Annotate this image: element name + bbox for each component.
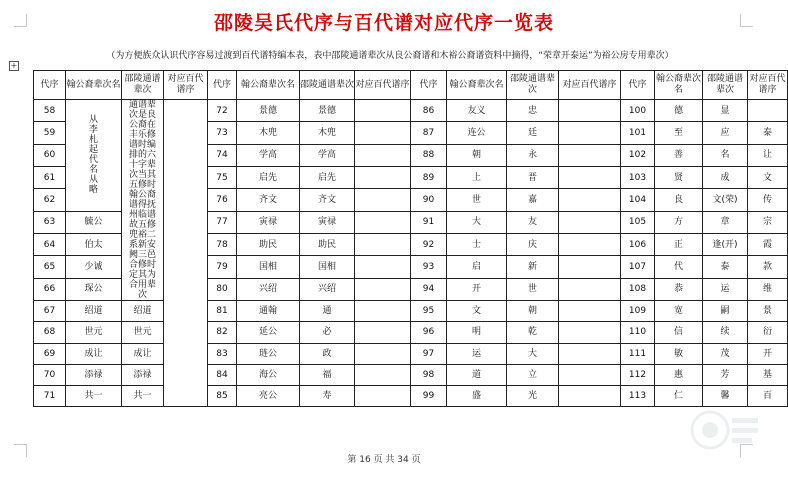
generation-number-cell: 99 (411, 386, 447, 407)
tongpu-name-cell: 国相 (300, 256, 355, 278)
hangong-name-cell: 恭 (655, 278, 703, 300)
generation-number-cell: 79 (208, 256, 237, 278)
hangong-name-cell: 启 (447, 256, 507, 278)
tongpu-name-cell: 朝 (507, 301, 559, 322)
tongpu-name-cell: 大 (507, 343, 559, 364)
tongpu-name-cell: 逢(开) (703, 233, 748, 255)
generation-number-cell: 65 (34, 256, 66, 278)
hangong-name-cell: 添禄 (66, 364, 122, 385)
tongpu-name-cell: 新 (507, 256, 559, 278)
mapping-cell (559, 144, 621, 166)
mapping-cell (559, 278, 621, 300)
note-character: 代 (88, 155, 98, 166)
generation-number-cell: 92 (411, 233, 447, 255)
mapping-cell (559, 233, 621, 255)
tongpu-name-cell: 茂 (703, 343, 748, 364)
mapping-cell: 霞 (748, 233, 788, 255)
generation-number-cell: 74 (208, 144, 237, 166)
column-header: 代序 (411, 71, 447, 100)
column-header: 对应百代谱序 (748, 71, 788, 100)
column-header: 代序 (621, 71, 655, 100)
tongpu-name-cell: 立 (507, 364, 559, 385)
mapping-cell (559, 256, 621, 278)
generation-number-cell: 69 (34, 343, 66, 364)
tongpu-name-cell: 光 (507, 386, 559, 407)
tongpu-name-cell: 绍道 (122, 301, 164, 322)
mapping-cell: 传 (748, 189, 788, 211)
generation-number-cell: 67 (34, 301, 66, 322)
generation-number-cell: 83 (208, 343, 237, 364)
mapping-cell (559, 386, 621, 407)
mapping-cell (559, 189, 621, 211)
tongpu-name-cell: 应 (703, 122, 748, 144)
mapping-cell: 宗 (748, 211, 788, 233)
hangong-name-cell: 世 (447, 189, 507, 211)
column-header: 翰公裔辈次名 (66, 71, 122, 100)
hangong-name-cell: 道 (447, 364, 507, 385)
generation-number-cell: 95 (411, 301, 447, 322)
mapping-cell: 开 (748, 343, 788, 364)
generation-number-cell: 100 (621, 100, 655, 122)
hangong-name-cell: 仁 (655, 386, 703, 407)
mapping-cell (355, 322, 411, 343)
tongpu-name-cell: 齐文 (300, 189, 355, 211)
tongpu-name-cell: 必 (300, 322, 355, 343)
column-header: 代序 (208, 71, 237, 100)
tongpu-name-cell: 世元 (122, 322, 164, 343)
generation-number-cell: 87 (411, 122, 447, 144)
hangong-name-cell: 少诚 (66, 256, 122, 278)
table-row (34, 100, 788, 122)
generation-number-cell: 64 (34, 233, 66, 255)
generation-number-cell: 101 (621, 122, 655, 144)
table-move-handle-icon[interactable]: + (10, 61, 18, 70)
hangong-name-cell: 上 (447, 166, 507, 188)
mapping-cell (748, 100, 788, 122)
column-header: 邵陵通谱辈次 (122, 71, 164, 100)
generation-table (33, 70, 788, 407)
column-header: 邵陵通谱辈次 (703, 71, 748, 100)
tongpu-name-cell: 续 (703, 322, 748, 343)
tongpu-name-cell: 嘉 (507, 189, 559, 211)
column-header: 翰公裔辈次名 (237, 71, 300, 100)
hangong-name-cell: 学高 (237, 144, 300, 166)
generation-number-cell: 109 (621, 301, 655, 322)
tongpu-name-cell: 木兜 (300, 122, 355, 144)
hangong-name-cell: 正 (655, 233, 703, 255)
hangong-name-cell: 亮公 (237, 386, 300, 407)
generation-number-cell: 96 (411, 322, 447, 343)
hangong-name-cell: 盛 (447, 386, 507, 407)
table-row (34, 322, 788, 343)
hangong-name-cell: 明 (447, 322, 507, 343)
hangong-name-cell: 士 (447, 233, 507, 255)
mapping-cell (355, 166, 411, 188)
hangong-name-cell: 木兜 (237, 122, 300, 144)
generation-number-cell: 75 (208, 166, 237, 188)
table-header-row (34, 71, 788, 100)
generation-number-cell: 68 (34, 322, 66, 343)
tongpu-name-cell: 兴绍 (300, 278, 355, 300)
generation-number-cell: 59 (34, 122, 66, 144)
generation-number-cell: 108 (621, 278, 655, 300)
hangong-name-cell: 海公 (237, 364, 300, 385)
tongpu-name-cell: 启先 (300, 166, 355, 188)
mapping-cell (559, 301, 621, 322)
generation-number-cell: 58 (34, 100, 66, 122)
column-header: 对应百代谱序 (164, 71, 208, 100)
generation-number-cell: 80 (208, 278, 237, 300)
note-character: 李 (88, 125, 98, 136)
page-number: 第 16 页 共 34 页 (347, 455, 421, 465)
tongpu-name-cell: 运 (703, 278, 748, 300)
generation-number-cell: 77 (208, 211, 237, 233)
tongpu-name-cell: 名 (703, 144, 748, 166)
hangong-name-cell: 寅禄 (237, 211, 300, 233)
table-row (34, 343, 788, 364)
tongpu-name-cell: 友 (507, 211, 559, 233)
generation-number-cell: 104 (621, 189, 655, 211)
tongpu-name-cell: 泰 (703, 256, 748, 278)
generation-number-cell: 112 (621, 364, 655, 385)
table-row (34, 301, 788, 322)
tongpu-name-cell: 馨 (703, 386, 748, 407)
tongpu-name-cell: 芳 (703, 364, 748, 385)
generation-number-cell: 71 (34, 386, 66, 407)
column-header: 翰公裔辈次名 (655, 71, 703, 100)
tongpu-name-cell: 章 (703, 211, 748, 233)
hangong-name-cell: 绍道 (66, 301, 122, 322)
mapping-cell (355, 278, 411, 300)
generation-number-cell: 102 (621, 144, 655, 166)
hangong-name-cell: 至 (655, 122, 703, 144)
generation-number-cell: 107 (621, 256, 655, 278)
column-header: 对应百代谱序 (355, 71, 411, 100)
generation-number-cell: 110 (621, 322, 655, 343)
generation-number-cell: 84 (208, 364, 237, 385)
hangong-name-cell: 琛公 (66, 278, 122, 300)
tongpu-name-cell: 文(荣) (703, 189, 748, 211)
note-character: 从 (88, 175, 98, 186)
mapping-cell (355, 144, 411, 166)
mapping-cell: 衍 (748, 322, 788, 343)
hangong-name-cell: 大 (447, 211, 507, 233)
tongpu-name-cell: 世 (507, 278, 559, 300)
hangong-name-cell: 贤 (655, 166, 703, 188)
generation-number-cell: 94 (411, 278, 447, 300)
tongpu-name-cell: 晋 (507, 166, 559, 188)
column-header: 代序 (34, 71, 66, 100)
tongpu-name-cell: 嗣 (703, 301, 748, 322)
hangong-name-cell: 代 (655, 256, 703, 278)
tongpu-name-cell: 景德 (300, 100, 355, 122)
generation-number-cell: 105 (621, 211, 655, 233)
hangong-name-cell: 朝 (447, 144, 507, 166)
generation-number-cell: 89 (411, 166, 447, 188)
hangong-name-cell: 连公 (447, 122, 507, 144)
mapping-cell (355, 256, 411, 278)
mapping-cell: 款 (748, 256, 788, 278)
tongpu-name-cell: 添禄 (122, 364, 164, 385)
tongpu-name-cell: 永 (507, 144, 559, 166)
generation-number-cell: 81 (208, 301, 237, 322)
mapping-cell: 维 (748, 278, 788, 300)
generation-number-cell: 60 (34, 144, 66, 166)
hangong-name-cell: 伯太 (66, 233, 122, 255)
hangong-name-cell: 开 (447, 278, 507, 300)
generation-number-cell: 106 (621, 233, 655, 255)
generation-number-cell: 88 (411, 144, 447, 166)
mapping-cell (355, 301, 411, 322)
generation-number-cell: 76 (208, 189, 237, 211)
mapping-cell (559, 122, 621, 144)
tongpu-name-cell: 助民 (300, 233, 355, 255)
tongpu-name-cell: 成 (703, 166, 748, 188)
generation-number-cell: 63 (34, 211, 66, 233)
mapping-cell (559, 166, 621, 188)
generation-number-cell: 91 (411, 211, 447, 233)
tongpu-explanation-note: 通谱辈次是良公裔在丰乐修谱时编排的六十字辈次当其五修时翰公裔谱得抚州临谱故五修兜裕二系新安阙三邑合修时定其为合用辈次 (122, 100, 164, 301)
mapping-cell: 泰 (748, 122, 788, 144)
omitted-names-note (66, 100, 122, 212)
hangong-name-cell: 延公 (237, 322, 300, 343)
mapping-cell (355, 100, 411, 122)
mapping-cell (559, 322, 621, 343)
hangong-name-cell: 景德 (237, 100, 300, 122)
table-row (34, 364, 788, 385)
hangong-name-cell: 惠 (655, 364, 703, 385)
hangong-name-cell: 国相 (237, 256, 300, 278)
mapping-cell (355, 122, 411, 144)
hangong-name-cell: 敏 (655, 343, 703, 364)
mapping-cell (559, 211, 621, 233)
generation-number-cell: 85 (208, 386, 237, 407)
column-header: 邵陵通谱辈次 (507, 71, 559, 100)
tongpu-name-cell: 通 (300, 301, 355, 322)
hangong-name-cell: 助民 (237, 233, 300, 255)
generation-number-cell: 113 (621, 386, 655, 407)
generation-number-cell: 98 (411, 364, 447, 385)
generation-number-cell: 82 (208, 322, 237, 343)
tongpu-name-cell: 寅禄 (300, 211, 355, 233)
generation-number-cell: 70 (34, 364, 66, 385)
hangong-name-cell: 琏公 (237, 343, 300, 364)
note-character: 札 (88, 135, 98, 146)
hangong-name-cell: 良 (655, 189, 703, 211)
hangong-name-cell: 成让 (66, 343, 122, 364)
watermark-logo (690, 400, 760, 460)
column-header: 翰公裔辈次名 (447, 71, 507, 100)
mapping-cell: 文 (748, 166, 788, 188)
generation-number-cell: 103 (621, 166, 655, 188)
tongpu-name-cell: 成让 (122, 343, 164, 364)
hangong-name-cell: 兴绍 (237, 278, 300, 300)
note-character: 略 (88, 185, 98, 196)
mapping-cell (559, 343, 621, 364)
mapping-cell (355, 386, 411, 407)
tongpu-name-cell: 寿 (300, 386, 355, 407)
generation-number-cell: 73 (208, 122, 237, 144)
mapping-cell (355, 343, 411, 364)
hangong-name-cell: 世元 (66, 322, 122, 343)
hangong-name-cell: 信 (655, 322, 703, 343)
hangong-name-cell: 友义 (447, 100, 507, 122)
page-title: 邵陵吴氏代序与百代谱对应代序一览表 (213, 12, 554, 34)
generation-number-cell: 111 (621, 343, 655, 364)
mapping-cell (164, 100, 208, 407)
tongpu-name-cell: 显 (703, 100, 748, 122)
note-character: 从 (88, 115, 98, 126)
hangong-name-cell: 方 (655, 211, 703, 233)
generation-number-cell: 78 (208, 233, 237, 255)
tongpu-name-cell: 忠 (507, 100, 559, 122)
hangong-name-cell: 文 (447, 301, 507, 322)
generation-number-cell: 93 (411, 256, 447, 278)
generation-number-cell: 90 (411, 189, 447, 211)
generation-number-cell: 62 (34, 189, 66, 211)
mapping-cell (559, 364, 621, 385)
mapping-cell (355, 233, 411, 255)
tongpu-name-cell: 廷 (507, 122, 559, 144)
generation-number-cell: 61 (34, 166, 66, 188)
column-header: 邵陵通谱辈次 (300, 71, 355, 100)
hangong-name-cell: 宽 (655, 301, 703, 322)
hangong-name-cell: 齐文 (237, 189, 300, 211)
tongpu-name-cell: 学高 (300, 144, 355, 166)
tongpu-name-cell: 福 (300, 364, 355, 385)
table-body (34, 71, 788, 407)
table-row (34, 386, 788, 407)
mapping-cell (355, 211, 411, 233)
mapping-cell: 景 (748, 301, 788, 322)
column-header: 对应百代谱序 (559, 71, 621, 100)
generation-number-cell: 86 (411, 100, 447, 122)
generation-number-cell: 97 (411, 343, 447, 364)
note-character: 起 (88, 145, 98, 156)
tongpu-name-cell: 乾 (507, 322, 559, 343)
hangong-name-cell: 善 (655, 144, 703, 166)
generation-number-cell: 72 (208, 100, 237, 122)
mapping-cell (355, 189, 411, 211)
note-character: 名 (88, 165, 98, 176)
hangong-name-cell: 通翰 (237, 301, 300, 322)
hangong-name-cell: 启先 (237, 166, 300, 188)
tongpu-name-cell: 庆 (507, 233, 559, 255)
hangong-name-cell: 共一 (66, 386, 122, 407)
hangong-name-cell: 运 (447, 343, 507, 364)
tongpu-name-cell: 共一 (122, 386, 164, 407)
page-subtitle: （为方便族众认识代序容易过渡到百代谱特编本表，表中邵陵通谱辈次从良公裔谱和木裕公裔谱资料中摘得，“荣章开泰运”为裕公房专用辈次） (106, 51, 674, 61)
tongpu-name-cell: 政 (300, 343, 355, 364)
mapping-cell (559, 100, 621, 122)
mapping-cell: 基 (748, 364, 788, 385)
mapping-cell: 让 (748, 144, 788, 166)
generation-number-cell: 66 (34, 278, 66, 300)
mapping-cell (355, 364, 411, 385)
hangong-name-cell: 毓公 (66, 211, 122, 233)
hangong-name-cell: 德 (655, 100, 703, 122)
mapping-cell: 百 (748, 386, 788, 407)
